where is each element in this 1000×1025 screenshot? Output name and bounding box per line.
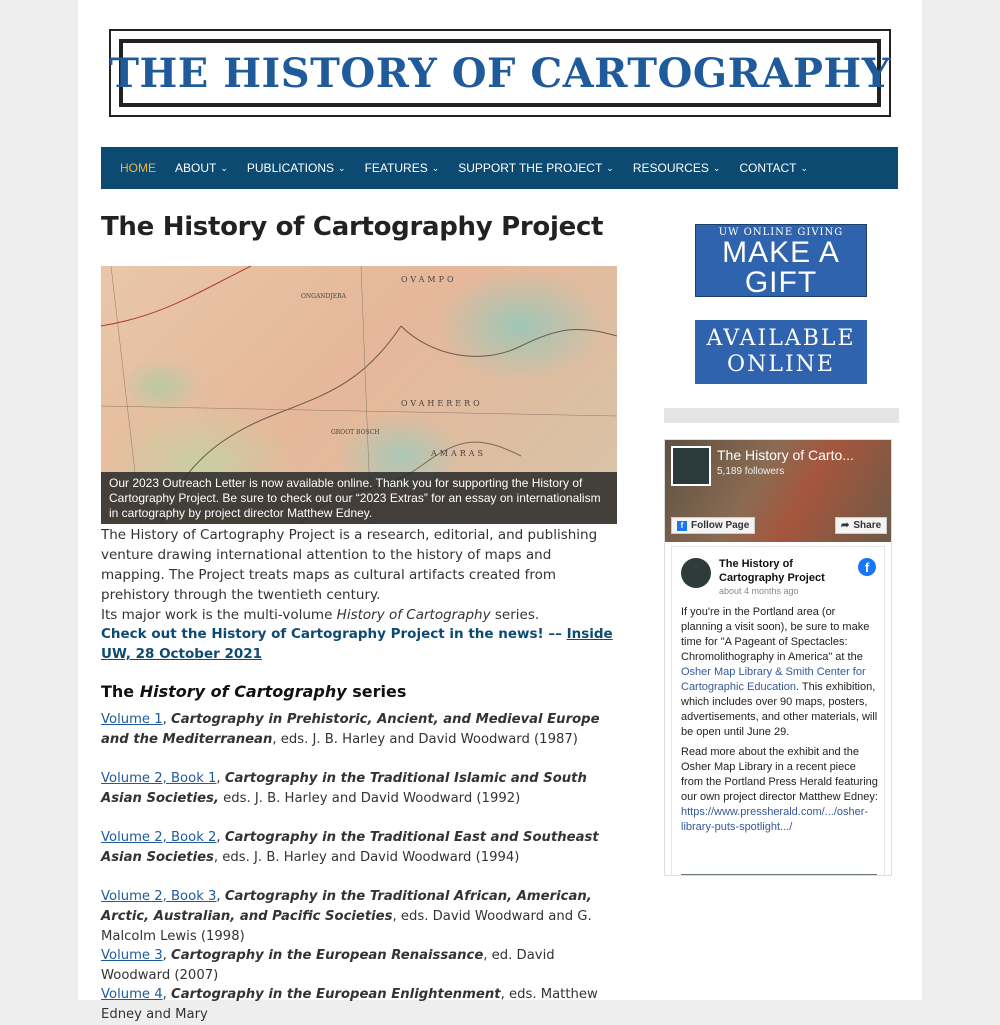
share-button[interactable] xyxy=(835,517,887,534)
facebook-followers: 5,189 followers xyxy=(717,466,785,477)
site-logo-frame xyxy=(109,39,891,107)
map-label: AMARAS xyxy=(431,449,487,458)
nav-item-features[interactable] xyxy=(365,161,440,175)
sidebar-divider xyxy=(664,408,899,423)
nav-item-publications[interactable] xyxy=(247,161,346,175)
chevron-down-icon: ⌄ xyxy=(220,162,228,173)
volume-title: Cartography in the European Renaissance xyxy=(171,948,484,963)
facebook-logo-icon[interactable]: f xyxy=(858,558,876,576)
post-body xyxy=(681,605,879,840)
volume-link[interactable]: Volume 2, Book 1 xyxy=(101,771,217,786)
volume-link[interactable]: Volume 3 xyxy=(101,948,163,963)
post-link[interactable]: Osher Map Library & Smith Center for Cartographic Education xyxy=(681,666,866,693)
main-nav xyxy=(101,147,898,189)
nav-label: PUBLICATIONS xyxy=(246,161,335,175)
intro-series-suffix: series. xyxy=(490,607,540,623)
nav-item-about[interactable] xyxy=(175,161,228,175)
map-label: GROOT BOSCH xyxy=(331,429,380,436)
facebook-page-thumbnail[interactable] xyxy=(671,446,711,486)
volume-editors: , eds. David Woodward and G. Malcolm Lewis (1998) xyxy=(101,909,592,944)
intro-series-text: Its major work is the multi-volume xyxy=(101,607,337,623)
series-heading-prefix: The xyxy=(101,682,140,701)
facebook-widget xyxy=(664,439,892,876)
volume-title: Cartography in the Traditional East and Southeast Asian Societies xyxy=(101,830,599,865)
volume-link[interactable]: Volume 2, Book 2 xyxy=(101,830,217,845)
series-heading-title: History of Cartography xyxy=(139,682,347,701)
intro-series-title: History of Cartography xyxy=(336,607,491,623)
post-image[interactable] xyxy=(681,874,877,876)
nav-item-home[interactable] xyxy=(120,161,156,175)
nav-label: SUPPORT THE PROJECT xyxy=(458,161,603,175)
series-heading-suffix: series xyxy=(346,682,407,701)
volume-editors: , eds. J. B. Harley and David Woodward (1994) xyxy=(213,850,520,865)
facebook-icon: f xyxy=(677,521,687,531)
news-text: Check out the History of Cartography Project in the news! –– xyxy=(101,626,567,642)
online-line: ONLINE xyxy=(727,352,835,377)
post-link[interactable]: https://www.pressherald.com/.../osher-library-puts-spotlight.../ xyxy=(681,806,869,833)
gift-title: MAKE A GIFT xyxy=(722,236,840,299)
news-link[interactable]: Inside UW, 28 October 2021 xyxy=(101,626,613,662)
facebook-post xyxy=(671,546,885,876)
nav-label: HOME xyxy=(120,161,156,175)
volume-editors: , eds. Matthew Edney and Mary xyxy=(101,987,598,1022)
make-a-gift-banner[interactable] xyxy=(695,224,867,311)
nav-item-support[interactable] xyxy=(458,161,614,175)
gift-subtitle: UW ONLINE GIVING xyxy=(718,227,844,238)
facebook-page-name[interactable]: The History of Carto... xyxy=(717,447,854,463)
nav-label: RESOURCES xyxy=(632,161,709,175)
chevron-down-icon: ⌄ xyxy=(800,162,809,173)
map-label: OVAMPO xyxy=(401,275,457,284)
page-title: The History of Cartography Project xyxy=(101,212,604,242)
gift-tagline: to the History of Cartography xyxy=(698,298,864,311)
share-label: Share xyxy=(853,520,882,531)
volume-entry: Volume 1, Cartography in Prehistoric, Ancient, and Medieval Europe and the Mediterranean, eds. J. B. Harley and David Woodward (1987) xyxy=(101,712,600,747)
map-label: ONGANDJERA xyxy=(301,293,346,300)
hero-map-image[interactable] xyxy=(101,266,617,524)
nav-label: ABOUT xyxy=(175,161,217,175)
volume-entry: Volume 2, Book 3, Cartography in the Traditional African, American, Arctic, Australian, and Pacific Societies, eds. David Woodward and G. Malcolm Lewis (1998) xyxy=(101,889,592,944)
volume-editors: eds. J. B. Harley and David Woodward (1992) xyxy=(218,791,521,806)
available-line: AVAILABLE xyxy=(706,326,856,351)
chevron-down-icon: ⌄ xyxy=(431,162,440,173)
intro-paragraph: The History of Cartography Project is a research, editorial, and publishing venture drawing international attention to the history of maps and mapping. The Project treats maps as cultural artifacts created from prehistory through the twentieth century. xyxy=(101,527,598,603)
follow-label: Follow Page xyxy=(691,520,750,531)
site-logo-text: THE HISTORY OF CARTOGRAPHY xyxy=(109,49,891,97)
volume-entry: Volume 2, Book 1, Cartography in the Traditional Islamic and South Asian Societies, eds. J. B. Harley and David Woodward (1992) xyxy=(101,771,587,806)
chevron-down-icon: ⌄ xyxy=(712,162,721,173)
intro-text xyxy=(101,525,619,625)
volume-link[interactable]: Volume 4 xyxy=(101,987,163,1002)
volume-link[interactable]: Volume 2, Book 3 xyxy=(101,889,217,904)
nav-label: CONTACT xyxy=(739,161,797,175)
nav-item-resources[interactable] xyxy=(633,161,721,175)
volume-editors: , ed. David Woodward (2007) xyxy=(101,948,555,983)
avatar[interactable] xyxy=(681,558,711,588)
map-label: OVAHERERO xyxy=(401,399,483,408)
available-online-banner[interactable] xyxy=(695,320,867,384)
volume-editors: , eds. J. B. Harley and David Woodward (1987) xyxy=(272,732,578,747)
page-container xyxy=(78,0,922,1022)
news-callout xyxy=(101,624,619,664)
nav-label: FEATURES xyxy=(364,161,428,175)
follow-page-button[interactable] xyxy=(671,517,755,534)
main-content xyxy=(101,200,619,1022)
volume-entry: Volume 2, Book 2, Cartography in the Traditional East and Southeast Asian Societies, eds. J. B. Harley and David Woodward (1994) xyxy=(101,830,599,865)
hero-caption: Our 2023 Outreach Letter is now available online. Thank you for supporting the History of Cartography Project. Be sure to check out our “2023 Extras” for an essay on internationalism in cartography by project director Matthew Edney. xyxy=(101,472,617,524)
post-text: If you're in the Portland area (or planning a visit soon), be sure to make time for "A Pageant of Spectacles: Chromolithography in America" at the xyxy=(681,606,870,663)
volume-link[interactable]: Volume 1 xyxy=(101,712,163,727)
nav-item-contact[interactable] xyxy=(739,161,808,175)
volume-entry: Volume 4, Cartography in the European Enlightenment, eds. Matthew Edney and Mary xyxy=(101,987,598,1022)
volume-title: Cartography in the Traditional Islamic and South Asian Societies, xyxy=(101,771,587,806)
volume-entry: Volume 3, Cartography in the European Renaissance, ed. David Woodward (2007) xyxy=(101,948,555,983)
volume-title: Cartography in the Traditional African, American, Arctic, Australian, and Pacific Societies xyxy=(101,889,592,924)
chevron-down-icon: ⌄ xyxy=(606,162,614,173)
post-text: Read more about the exhibit and the Osher Map Library in a recent piece from the Portland Press Herald featuring our own project director Matthew Edney: xyxy=(681,746,878,803)
site-logo[interactable] xyxy=(109,29,891,117)
share-icon: ➦ xyxy=(841,520,850,531)
post-timestamp[interactable]: about 4 months ago xyxy=(719,586,799,596)
volume-title: Cartography in Prehistoric, Ancient, and Medieval Europe and the Mediterranean xyxy=(101,712,600,747)
volume-title: Cartography in the European Enlightenment xyxy=(171,987,501,1002)
chevron-down-icon: ⌄ xyxy=(338,162,346,173)
post-author[interactable]: The History of Cartography Project xyxy=(719,558,825,584)
post-text: . This exhibition, which includes over 90 maps, posters, advertisements, and other materials, will be open until June 29. xyxy=(681,681,878,738)
series-heading xyxy=(101,682,406,701)
